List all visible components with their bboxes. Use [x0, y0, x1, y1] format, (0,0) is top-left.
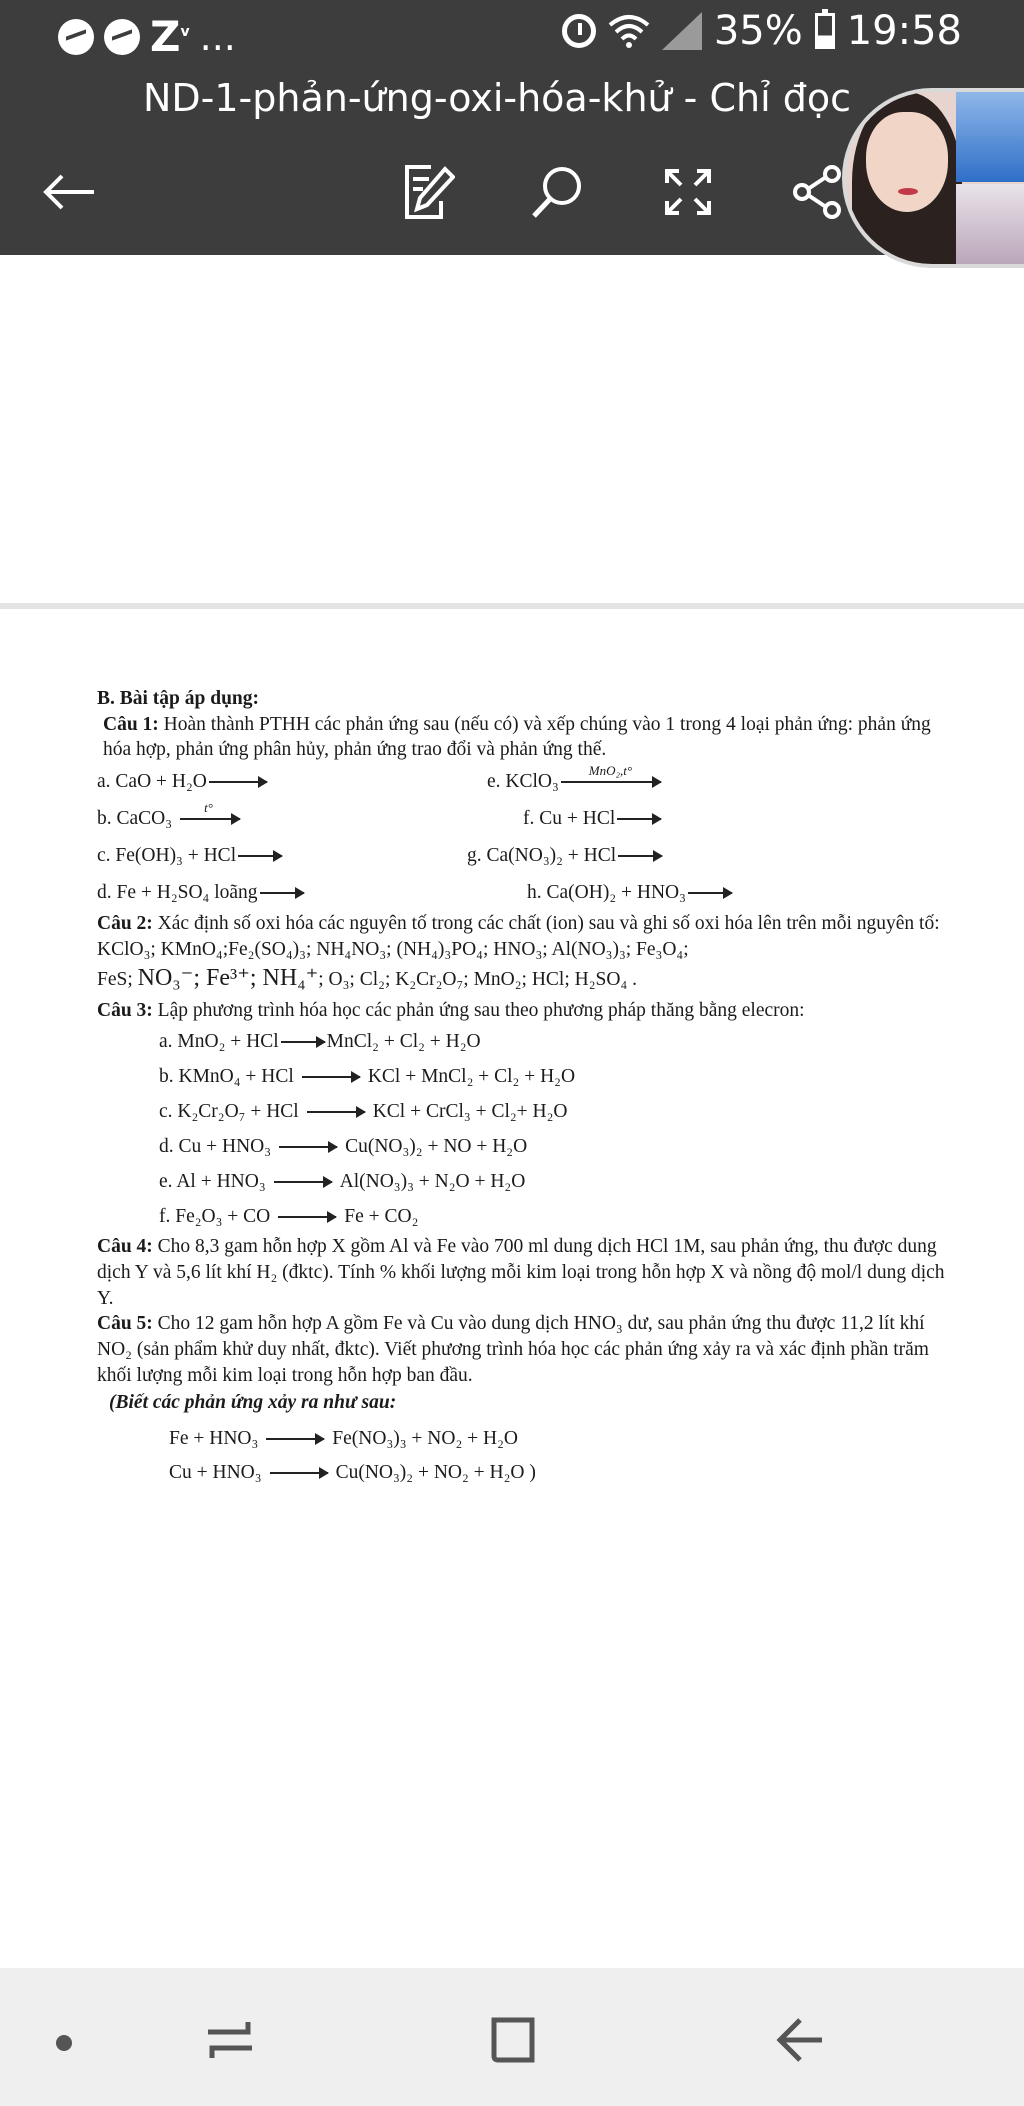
q1-row-1 — [97, 763, 947, 800]
back-arrow-icon — [770, 2010, 830, 2070]
avatar-lips — [898, 188, 918, 195]
q1-row-3 — [97, 837, 947, 874]
q1-f: f. Cu + HCl — [523, 807, 616, 829]
q5-label: Câu 5: — [97, 1313, 153, 1335]
q1-g: g. Ca(NO₃)₂ + HCl — [467, 844, 617, 866]
arrow-icon — [274, 1181, 332, 1183]
zalo-icon — [150, 12, 190, 61]
q1-a: a. CaO + H₂O — [97, 770, 207, 792]
home-icon — [484, 2010, 544, 2070]
q5-reaction-2 — [97, 1456, 947, 1490]
status-right — [562, 8, 962, 54]
q3-a-right: MnCl₂ + Cl₂ + H₂O — [326, 1030, 481, 1052]
q2-line2-start: FeS; — [97, 968, 138, 990]
question-2 — [97, 911, 947, 962]
fullscreen-button[interactable] — [656, 160, 720, 224]
q4-text: Cho 8,3 gam hỗn hợp X gồm Al và Fe vào 700 ml dung dịch HCl 1M, sau phản ứng, thu được dung dịch Y và 5,6 lít khí H₂ (đktc). Tính % khối lượng mỗi kim loại trong hỗn hợp X và nồng độ mol/l dung dịch Y. — [97, 1236, 945, 1309]
q3-d-left: d. Cu + HNO₃ — [159, 1135, 272, 1157]
recent-apps-button[interactable] — [200, 2010, 260, 2070]
q3-label: Câu 3: — [97, 1000, 153, 1022]
q3-eq-a — [97, 1024, 947, 1059]
arrow-left-icon — [40, 172, 96, 212]
q3-a-left: a. MnO₂ + HCl — [159, 1030, 279, 1052]
q1-text: Hoàn thành PTHH các phản ứng sau (nếu có) và xếp chúng vào 1 trong 4 loại phản ứng: phản ứng hóa hợp, phản ứng phân hủy, phản ứng trao đổi và phản ứng thế. — [103, 713, 931, 761]
battery-icon — [815, 13, 835, 49]
more-notifications: ... — [199, 14, 236, 59]
question-1 — [97, 712, 947, 763]
arrow-icon — [270, 1472, 328, 1474]
search-button[interactable] — [526, 160, 590, 224]
question-2-line-2 — [97, 963, 947, 995]
arrow-icon — [260, 892, 304, 894]
q3-eq-d — [97, 1129, 947, 1164]
q1-b: b. CaCO₃ — [97, 807, 173, 829]
question-3 — [97, 998, 947, 1024]
signal-icon — [662, 12, 702, 50]
wifi-icon — [608, 13, 650, 49]
search-icon — [530, 164, 586, 220]
arrow-icon — [688, 892, 732, 894]
q3-text: Lập phương trình hóa học các phản ứng sau theo phương pháp thăng bằng elecron: — [152, 1000, 805, 1022]
arrow-icon — [561, 763, 661, 783]
document-page — [97, 686, 947, 1490]
q3-f-left: f. Fe₂O₃ + CO — [159, 1205, 271, 1227]
q3-b-right: KCl + MnCl₂ + Cl₂ + H₂O — [367, 1065, 576, 1087]
keyboard-dot-icon[interactable] — [56, 2035, 72, 2051]
share-button[interactable] — [786, 160, 850, 224]
document-title: ND-1-phản-ứng-oxi-hóa-khử - Chỉ đọc — [142, 76, 851, 120]
q1-e: e. KClO₃ — [487, 770, 559, 792]
q2-label: Câu 2: — [97, 913, 153, 935]
chat-head-avatar[interactable] — [842, 88, 1024, 268]
q4-label: Câu 4: — [97, 1236, 153, 1258]
arrow-icon — [279, 1146, 337, 1148]
question-5 — [97, 1311, 947, 1388]
q3-eq-f — [97, 1199, 947, 1234]
q5-r1-right: Fe(NO₃)₃ + NO₂ + H₂O — [332, 1428, 518, 1450]
q3-c-left: c. K₂Cr₂O₇ + HCl — [159, 1100, 299, 1122]
avatar-photo-top — [956, 92, 1024, 182]
q1-label: Câu 1: — [103, 713, 159, 735]
q5-r2-right: Cu(NO₃)₂ + NO₂ + H₂O ) — [335, 1462, 536, 1484]
system-back-button[interactable] — [770, 2010, 830, 2070]
q1-c: c. Fe(OH)₃ + HCl — [97, 844, 237, 866]
q1-b-condition: t° — [204, 800, 213, 816]
question-4 — [97, 1234, 947, 1311]
edit-button[interactable] — [396, 160, 460, 224]
section-heading: B. Bài tập áp dụng: — [97, 688, 260, 709]
expand-icon — [663, 167, 713, 217]
q3-e-right: Al(NO₃)₃ + N₂O + H₂O — [339, 1170, 526, 1192]
q5-note: (Biết các phản ứng xảy ra như sau: — [109, 1392, 397, 1414]
arrow-icon — [617, 818, 661, 820]
q1-d: d. Fe + H₂SO₄ loãng — [97, 881, 258, 903]
battery-percent: 35% — [713, 8, 803, 54]
q1-row-2 — [97, 800, 947, 837]
q1-row-4 — [97, 874, 947, 911]
top-app-bar — [0, 0, 1024, 255]
arrow-icon — [278, 1216, 336, 1218]
arrow-icon — [266, 1438, 324, 1440]
arrow-icon — [209, 781, 267, 783]
avatar-photo-bottom — [956, 184, 1024, 268]
arrow-icon — [302, 1076, 360, 1078]
q1-e-condition: MnO₂,t° — [588, 763, 633, 779]
messenger-icon — [58, 19, 94, 55]
recent-apps-icon — [200, 2010, 260, 2070]
q5-r2-left: Cu + HNO₃ — [169, 1462, 262, 1484]
q3-c-right: KCl + CrCl₃ + Cl₂+ H₂O — [372, 1100, 568, 1122]
q2-text: Xác định số oxi hóa các nguyên tố trong các chất (ion) sau và ghi số oxi hóa lên trên mỗi nguyên tố: KClO₃; KMnO₄;Fe₂(SO₄)₃; NH₄NO₃; (NH₄)₃PO₄; HNO₃; Al(NO₃)₃; Fe₃O₄; — [97, 913, 940, 960]
arrow-icon — [281, 1041, 325, 1043]
q3-eq-e — [97, 1164, 947, 1199]
status-bar — [0, 8, 1024, 60]
arrow-icon — [618, 855, 662, 857]
avatar-face — [866, 112, 948, 212]
messenger-icon-2 — [104, 19, 140, 55]
q3-b-left: b. KMnO₄ + HCl — [159, 1065, 294, 1087]
q5-reaction-1 — [97, 1422, 947, 1456]
q5-r1-left: Fe + HNO₃ — [169, 1428, 259, 1450]
back-button[interactable] — [36, 160, 100, 224]
q5-text: Cho 12 gam hỗn hợp A gồm Fe và Cu vào dung dịch HNO₃ dư, sau phản ứng thu được 11,2 lít khí NO₂ (sản phẩm khử duy nhất, đktc). Viết phương trình hóa học các phản ứng xảy ra và xác định phần trăm khối lượng mỗi kim loại trong hỗn hợp ban đầu. — [97, 1313, 929, 1386]
q3-f-right: Fe + CO₂ — [344, 1205, 419, 1227]
q1-h: h. Ca(OH)₂ + HNO₃ — [527, 881, 686, 903]
home-button[interactable] — [484, 2010, 544, 2070]
arrow-icon — [307, 1111, 365, 1113]
q3-e-left: e. Al + HNO₃ — [159, 1170, 266, 1192]
edit-document-icon — [401, 163, 455, 221]
status-left — [58, 12, 236, 61]
q2-ions: NO₃⁻; Fe³⁺; NH₄⁺ — [137, 964, 319, 991]
q3-eq-c — [97, 1094, 947, 1129]
share-icon — [790, 164, 846, 220]
page-divider — [0, 603, 1024, 609]
arrow-icon — [180, 800, 240, 820]
alarm-icon — [562, 14, 596, 48]
q3-d-right: Cu(NO₃)₂ + NO + H₂O — [345, 1135, 528, 1157]
clock: 19:58 — [846, 8, 962, 54]
q3-eq-b — [97, 1059, 947, 1094]
zalo-sup: v — [180, 24, 190, 40]
zalo-letter: Z — [150, 12, 181, 61]
q2-line2-end: ; O₃; Cl₂; K₂Cr₂O₇; MnO₂; HCl; H₂SO₄ . — [318, 968, 638, 990]
arrow-icon — [238, 855, 282, 857]
